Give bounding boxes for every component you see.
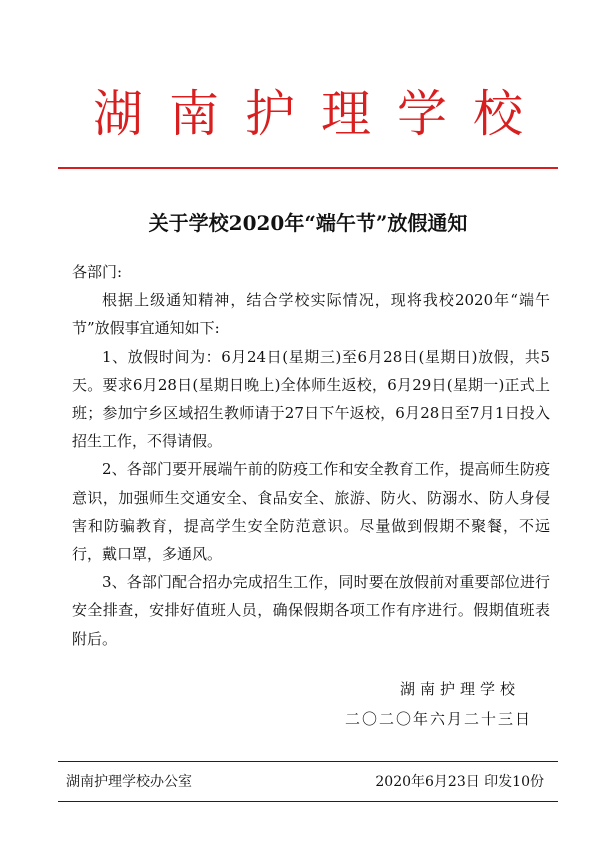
footer-top-rule — [58, 761, 558, 762]
paragraph-item-1: 1、放假时间为：6月24日(星期三)至6月28日(星期日)放假，共5天。要求6月28日(星期日晚上)全体师生返校，6月29日(星期一)正式上班；参加宁乡区域招生教师请于27日下午返校，6月28日至7月1日投入招生工作，不得请假。 — [72, 347, 550, 451]
notice-title: 关于学校2020年“端午节”放假通知 — [148, 211, 468, 235]
masthead-red-rule — [58, 167, 558, 169]
signature-org: 湖南护理学校 — [399, 680, 520, 698]
footer-issue-info: 2020年6月23日 印发10份 — [375, 774, 544, 790]
footer-bottom-rule — [58, 801, 558, 802]
paragraph-item-2: 2、各部门要开展端午前的防疫工作和安全教育工作，提高师生防疫意识，加强师生交通安全、食品安全、旅游、防火、防溺水、防人身侵害和防骗教育，提高学生安全防范意识。尽量做到假期不聚餐，不远行，戴口罩，多通风。 — [72, 460, 550, 564]
signature-date: 二〇二〇年六月二十三日 — [344, 710, 532, 728]
footer-issuer: 湖南护理学校办公室 — [66, 774, 192, 790]
paragraph-intro: 根据上级通知精神，结合学校实际情况，现将我校2020年“端午节”放假事宜通知如下: — [72, 291, 550, 338]
masthead-school-name: 湖南护理学校 — [93, 85, 549, 143]
paragraph-item-3: 3、各部门配合招办完成招生工作，同时要在放假前对重要部位进行安全排查，安排好值班人员，确保假期各项工作有序进行。假期值班表附后。 — [72, 573, 550, 648]
salutation: 各部门: — [72, 263, 123, 281]
notice-body — [72, 258, 550, 653]
